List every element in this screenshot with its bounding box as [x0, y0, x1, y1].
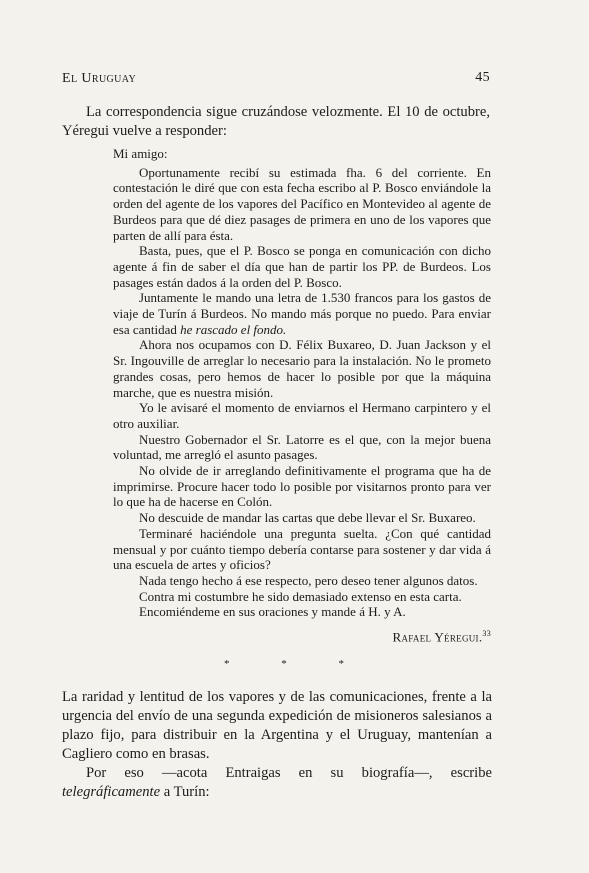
separator-asterisk: * [281, 658, 287, 670]
letter-paragraph: Oportunamente recibí su estimada fha. 6 del corriente. En contestación le diré que con esta fecha escribo al P. Bosco enviándole la orden del agente de los vapores del Pacífico en Montevideo al agente de Burdeos para que dé diez pasages de primera en uno de los vapores que parten de allí para ésta. [113, 164, 491, 243]
letter-paragraph: No descuide de mandar las cartas que debe llevar el Sr. Buxareo. [139, 510, 476, 526]
lead-paragraph [62, 103, 490, 141]
letter-salutation: Mi amigo: [113, 146, 168, 161]
separator-asterisk: * [338, 658, 344, 670]
letter-paragraph: Basta, pues, que el P. Bosco se ponga en comunicación con dicho agente á fin de saber el día que han de partir los PP. de Burdeos. Los pasages están dados á la orden del P. Bosco. [113, 243, 491, 290]
running-head-title: El Uruguay [62, 71, 137, 86]
letter-paragraph: Ahora nos ocupamos con D. Félix Buxareo, D. Juan Jackson y el Sr. Ingouville de arreglar lo necesario para la instalación. No le prometo grandes cosas, pero hemos de hacer lo posible por que la máquina marche, que es nuestra misión. [113, 337, 491, 400]
signature-name: Rafael Yéregui. [392, 629, 483, 645]
letter-italic-phrase: he rascado el fondo. [180, 321, 287, 337]
closing-text [62, 688, 492, 802]
letter-paragraph: Nuestro Gobernador el Sr. Latorre es el que, con la mejor buena voluntad, me arregló el asunto pasages. [113, 431, 491, 463]
letter-paragraph: Encomiéndeme en sus oraciones y mande á H. y A. [139, 604, 406, 620]
page-number: 45 [475, 70, 490, 85]
letter-paragraph: Terminaré haciéndole una pregunta suelta. ¿Con qué cantidad mensual y por cuánto tiempo debería contarse para sostener y dar vida á una escuela de artes y oficios? [113, 525, 491, 573]
letter-paragraph [113, 290, 491, 337]
closing-paragraph-end: a Turín: [160, 784, 210, 800]
quoted-letter [113, 146, 491, 645]
closing-paragraph [62, 764, 492, 802]
section-separator [224, 658, 344, 670]
letter-signature [113, 626, 491, 645]
letter-paragraph: No olvide de ir arreglando definitivamente el programa que ha de imprimirse. Procure hacer todo lo posible por visitarnos pronto para ver lo que ha de hacerse en Colón. [113, 463, 491, 510]
closing-paragraph-start: Por eso —acota Entraigas en su biografía—, escribe [86, 765, 492, 781]
letter-paragraph-text: Juntamente le mando una letra de 1.530 francos para los gastos de viaje de Turín á Burdeos. No mando más porque no puedo. Para enviar esa cantidad [113, 290, 491, 337]
separator-asterisk: * [224, 658, 230, 670]
letter-paragraph: Nada tengo hecho á ese respecto, pero deseo tener algunos datos. [139, 572, 478, 588]
letter-paragraph: Yo le avisaré el momento de enviarnos el Hermano carpintero y el otro auxiliar. [113, 400, 491, 431]
lead-paragraph-text: La correspondencia sigue cruzándose velozmente. El 10 de octubre, Yéregui vuelve a responder: [62, 104, 490, 139]
footnote-reference: 33 [482, 629, 491, 639]
running-head [62, 70, 490, 87]
closing-italic-word: telegráficamente [62, 784, 161, 800]
closing-paragraph: La raridad y lentitud de los vapores y de las comunicaciones, frente a la urgencia del envío de una segunda expedición de misioneros salesianos a plazo fijo, para distribuir en la Argentina y el Uruguay, mantenían a Cagliero como en brasas. [62, 689, 492, 762]
letter-paragraph: Contra mi costumbre he sido demasiado extenso en esta carta. [139, 588, 462, 604]
